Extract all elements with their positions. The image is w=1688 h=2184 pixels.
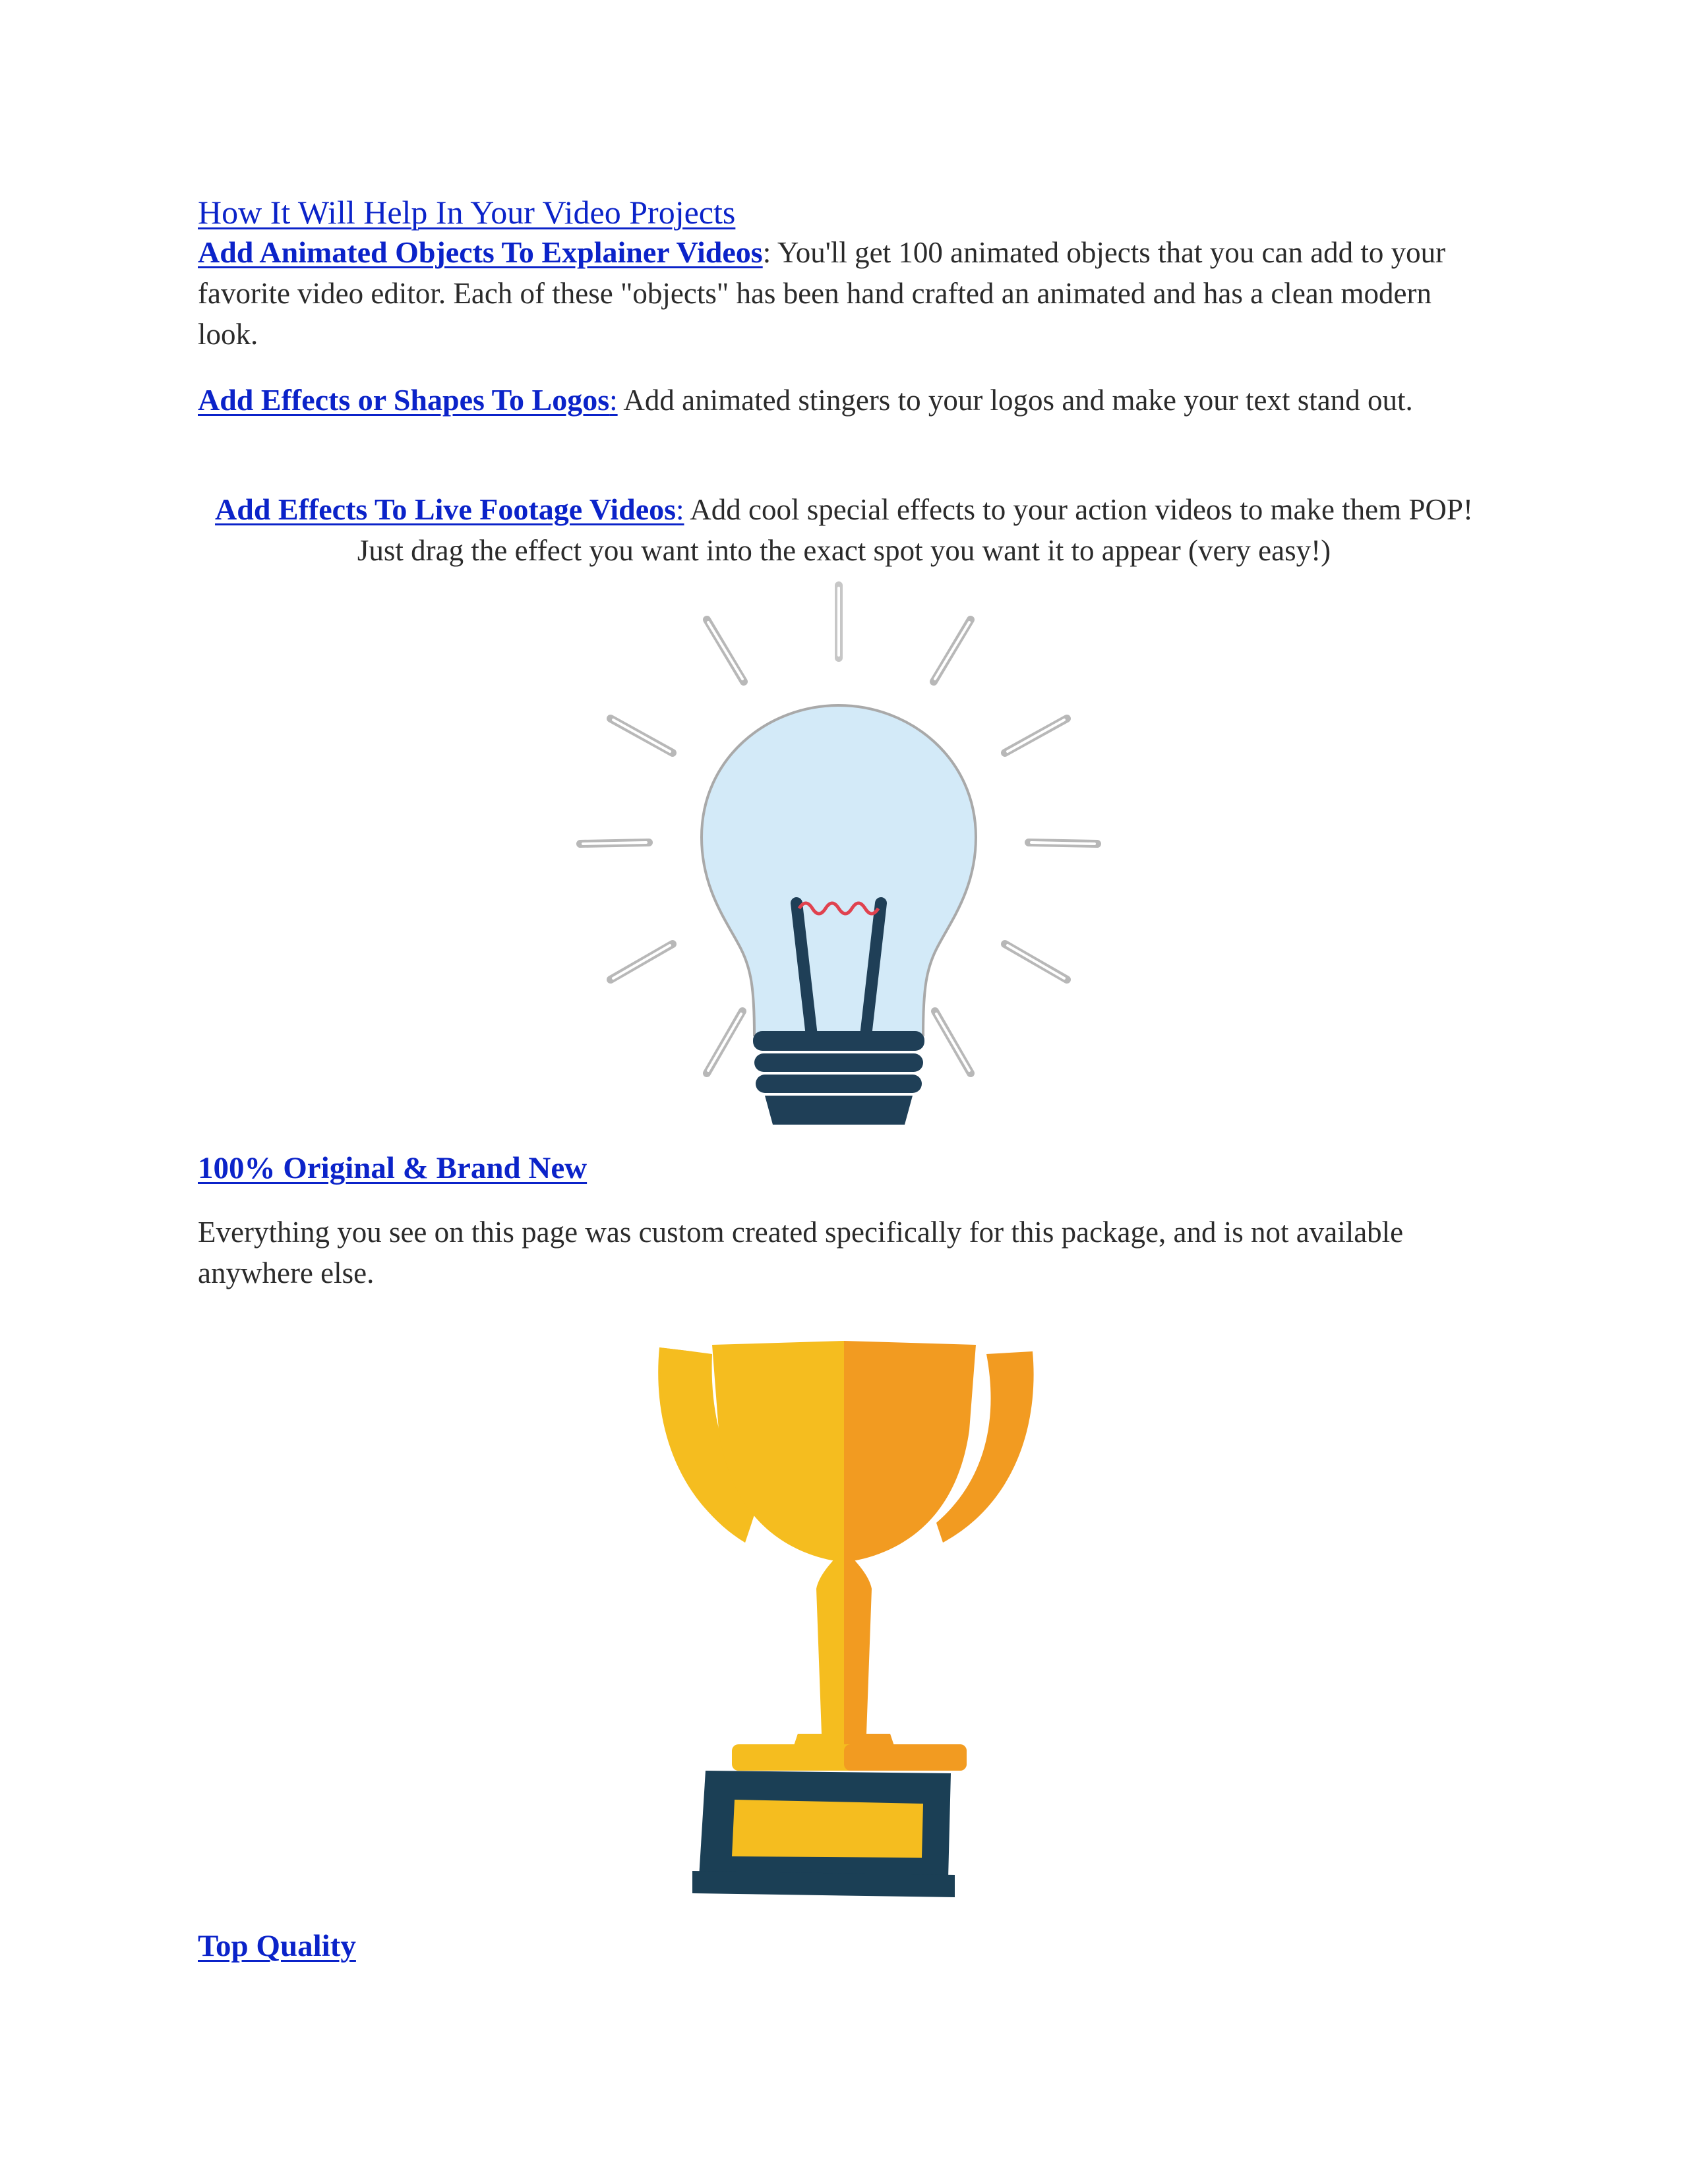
section-live-footage-text: Add cool special effects to your action videos to make them POP! Just drag the effect you want into the exact spot you want it to appear (very easy!) — [357, 493, 1473, 567]
section-explainer — [198, 232, 1490, 355]
page-title-link[interactable]: How It Will Help In Your Video Projects — [198, 194, 736, 231]
section-live-footage-separator: : — [676, 493, 684, 526]
quality-heading-link[interactable]: Top Quality — [198, 1929, 356, 1963]
section-live-footage — [198, 489, 1490, 571]
section-logos-link[interactable]: Add Effects or Shapes To Logos — [198, 383, 610, 417]
page-title — [198, 192, 1490, 232]
original-heading-link[interactable]: 100% Original & Brand New — [198, 1151, 588, 1185]
section-live-footage-link[interactable]: Add Effects To Live Footage Videos — [215, 492, 677, 526]
original-text: Everything you see on this page was custom created specifically for this package, and is not available anywhere else. — [198, 1216, 1404, 1289]
section-logos — [198, 380, 1490, 421]
section-explainer-link[interactable]: Add Animated Objects To Explainer Videos — [198, 235, 763, 269]
lightbulb-illustration — [567, 580, 1121, 1127]
section-explainer-text: You'll get 100 animated objects that you can add to your favorite video editor. Each of these "objects" has been hand crafted an animated and has a clean modern look. — [198, 236, 1446, 351]
lightbulb-icon — [567, 580, 1121, 1127]
original-section — [198, 1148, 1490, 1188]
section-logos-separator: : — [609, 384, 618, 417]
trophy-icon — [646, 1325, 1042, 1905]
section-live-footage-paragraph — [198, 489, 1490, 571]
section-logos-text: Add animated stingers to your logos and make your text stand out. — [617, 384, 1413, 417]
section-explainer-separator: : — [762, 236, 771, 269]
section-logos-paragraph — [198, 380, 1490, 421]
trophy-illustration — [646, 1325, 1042, 1905]
section-explainer-paragraph — [198, 232, 1490, 355]
original-text-block — [198, 1212, 1490, 1293]
quality-section — [198, 1926, 1490, 1966]
